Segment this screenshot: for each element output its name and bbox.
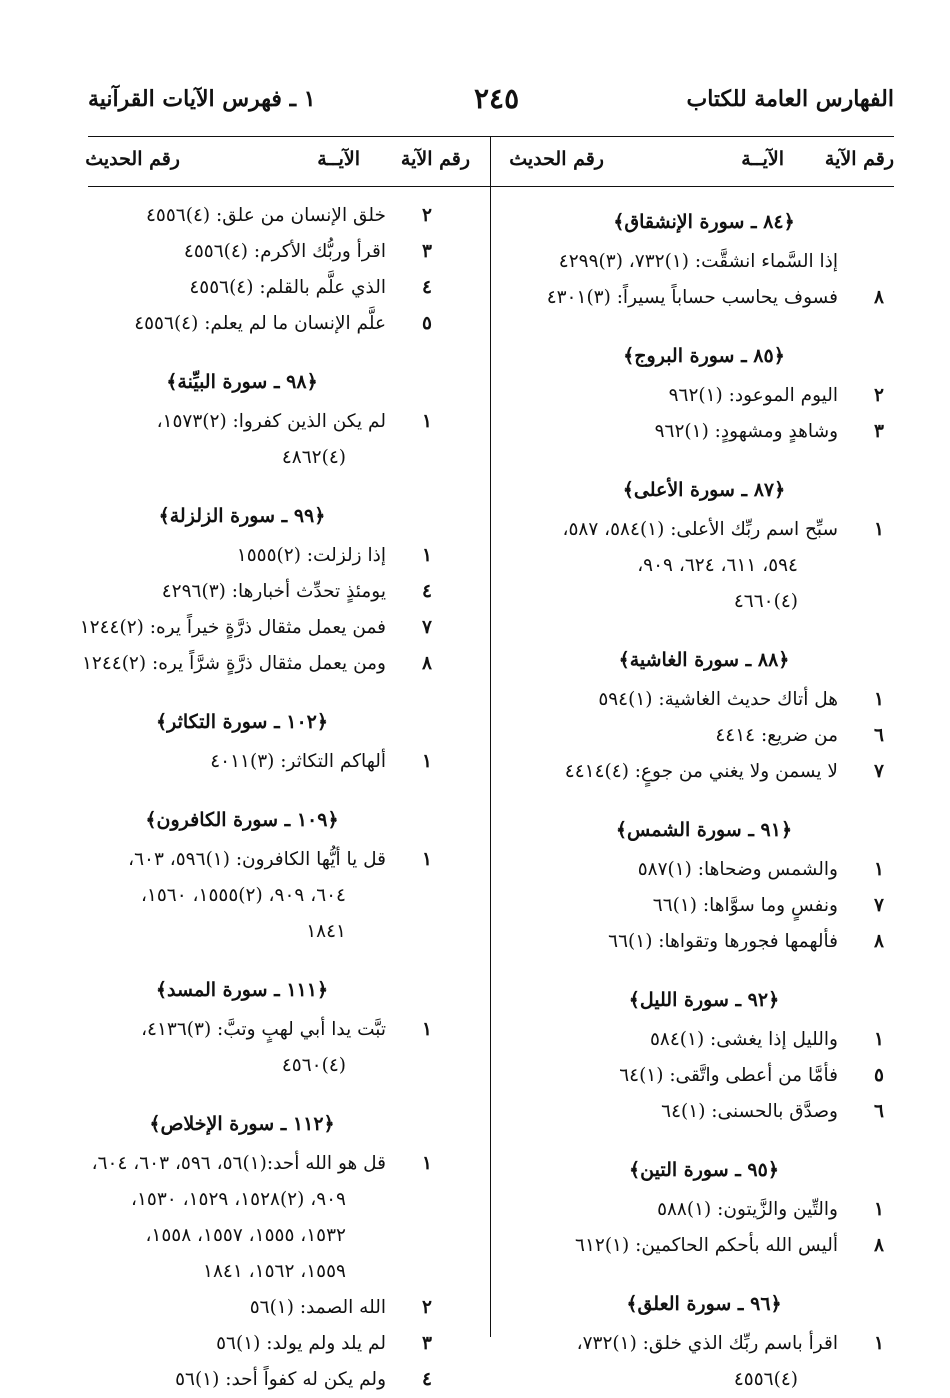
verse-text [514, 754, 838, 790]
verse-text [42, 404, 386, 476]
verse-text [514, 1094, 838, 1130]
section-gap [514, 960, 894, 976]
verse-number: ١ [422, 849, 432, 870]
surah-heading: ﴿٩٨ ـ سورة البيِّنة﴾ [166, 371, 318, 393]
verse-number: ١ [422, 1153, 432, 1174]
verse-entry [514, 888, 894, 924]
verse-number: ٣ [874, 421, 884, 442]
verse-number: ٥ [874, 1065, 884, 1086]
verse-number: ١ [874, 859, 884, 880]
verse-number: ١ [422, 1019, 432, 1040]
verse-number: ٣ [422, 1333, 432, 1354]
verse-text [42, 1362, 386, 1398]
surah-heading: ﴿٩٦ ـ سورة العلق﴾ [626, 1293, 782, 1315]
verse-entry [42, 1012, 442, 1084]
verse-entry [42, 744, 442, 780]
verse-text [514, 512, 838, 620]
verse-line: فأمَّا من أعطى واتَّقى: (١)٦٤ [619, 1065, 838, 1086]
ayah-heading: الآيــة [741, 148, 784, 170]
verse-text [42, 270, 386, 306]
verse-text [42, 1146, 386, 1290]
verse-line: ونفسٍ وما سوَّاها: (١)٦٦ [652, 895, 838, 916]
section-gap [42, 780, 442, 796]
verse-text [514, 1326, 838, 1398]
verse-entry [42, 1290, 442, 1326]
verse-line: وشاهدٍ ومشهودٍ: (١)٩٦٢ [654, 421, 838, 442]
verse-number: ٢ [874, 385, 884, 406]
verse-entry [514, 1192, 894, 1228]
verse-entry [42, 610, 442, 646]
verse-line: (٤)٤٨٦٢ [281, 447, 346, 468]
book-title: الفهارس العامة للكتاب [686, 86, 894, 112]
verse-entry [514, 1326, 894, 1398]
verse-line: والشمس وضحاها: (١)٥٨٧ [637, 859, 838, 880]
verse-line: ٦٠٤، ٩٠٩، (٢)١٥٥٥، ١٥٦٠، [140, 885, 346, 906]
verse-line: يومئذٍ تحدِّث أخبارها: (٣)٤٢٩٦ [161, 581, 386, 602]
verse-entry [514, 378, 894, 414]
verse-line: خلق الإنسان من علق: (٤)٤٥٥٦ [145, 205, 386, 226]
verse-line: فألهمها فجورها وتقواها: (١)٦٦ [608, 931, 838, 952]
surah-heading: ﴿١٠٢ ـ سورة التكاثر﴾ [155, 711, 329, 733]
verse-entry [42, 198, 442, 234]
verse-number: ٨ [874, 1235, 884, 1256]
column-divider [490, 137, 491, 1337]
left-column [42, 198, 442, 1398]
left-column-header [78, 144, 470, 178]
verse-entry [514, 754, 894, 790]
verse-line: (٤)٤٦٦٠ [733, 591, 798, 612]
surah-heading: ﴿٩١ ـ سورة الشمس﴾ [615, 819, 793, 841]
verse-text [42, 1326, 386, 1362]
verse-number: ٢ [422, 205, 432, 226]
verse-number: ٨ [874, 287, 884, 308]
verse-entry [42, 1362, 442, 1398]
verse-number: ٧ [874, 895, 884, 916]
verse-line: ١٥٥٩، ١٥٦٢، ١٨٤١ [203, 1261, 346, 1282]
verse-number: ٤ [422, 1369, 432, 1390]
verse-entry [514, 280, 894, 316]
ayah-number-heading: رقم الآية [824, 148, 894, 170]
verse-line: لم يكن الذين كفروا: (٢)١٥٧٣، [156, 411, 386, 432]
section-gap [42, 1084, 442, 1100]
hadith-number-heading: رقم الحديث [85, 148, 180, 170]
verse-entry [42, 270, 442, 306]
verse-text [42, 306, 386, 342]
verse-entry [514, 1022, 894, 1058]
verse-line: والتِّين والزَّيتون: (١)٥٨٨ [657, 1199, 838, 1220]
verse-entry [42, 234, 442, 270]
verse-number: ٣ [422, 241, 432, 262]
verse-entry [514, 718, 894, 754]
section-gap [514, 790, 894, 806]
section-gap [42, 476, 442, 492]
surah-heading: ﴿١١٢ ـ سورة الإخلاص﴾ [149, 1113, 335, 1135]
verse-entry [514, 852, 894, 888]
verse-text [514, 852, 838, 888]
verse-line: قل يا أيُّها الكافرون: (١)٥٩٦، ٦٠٣، [128, 849, 386, 870]
verse-entry [514, 414, 894, 450]
surah-heading: ﴿٨٨ ـ سورة الغاشية﴾ [618, 649, 790, 671]
verse-text [514, 378, 838, 414]
column-header-rule [88, 186, 894, 187]
verse-line: هل أتاك حديث الغاشية: (١)٥٩٤ [598, 689, 838, 710]
verse-number: ٧ [874, 761, 884, 782]
verse-text [42, 1290, 386, 1326]
verse-text [514, 1192, 838, 1228]
verse-text [42, 234, 386, 270]
verse-line: أليس الله بأحكم الحاكمين: (١)٦١٢ [575, 1235, 838, 1256]
section-gap [514, 1264, 894, 1280]
running-header [88, 82, 894, 122]
verse-line: اليوم الموعود: (١)٩٦٢ [668, 385, 838, 406]
section-gap [514, 1130, 894, 1146]
surah-heading: ﴿٩٩ ـ سورة الزلزلة﴾ [158, 505, 326, 527]
verse-number: ٤ [422, 581, 432, 602]
verse-text [514, 924, 838, 960]
verse-text [42, 574, 386, 610]
section-gap [514, 620, 894, 636]
verse-entry [42, 1146, 442, 1290]
verse-text [514, 1022, 838, 1058]
verse-number: ٧ [422, 617, 432, 638]
ayah-number-heading: رقم الآية [400, 148, 470, 170]
hadith-number-heading: رقم الحديث [509, 148, 604, 170]
verse-text [42, 198, 386, 234]
verse-number: ٨ [874, 931, 884, 952]
verse-number: ١ [874, 1029, 884, 1050]
section-gap [42, 682, 442, 698]
verse-number: ١ [422, 751, 432, 772]
verse-number: ١ [422, 545, 432, 566]
verse-line: (٤)٤٥٥٦ [733, 1369, 798, 1390]
verse-number: ٨ [422, 653, 432, 674]
verse-number: ٤ [422, 277, 432, 298]
section-gap [42, 950, 442, 966]
verse-text [42, 744, 386, 780]
verse-number: ٦ [874, 725, 884, 746]
surah-heading: ﴿٩٥ ـ سورة التين﴾ [629, 1159, 779, 1181]
verse-number: ١ [874, 1333, 884, 1354]
verse-line: ألهاكم التكاثر: (٣)٤٠١١ [210, 751, 386, 772]
verse-entry [514, 512, 894, 620]
surah-heading: ﴿١١١ ـ سورة المسد﴾ [155, 979, 329, 1001]
verse-entry [42, 646, 442, 682]
verse-line: قل هو الله أحد:(١)٥٦، ٥٩٦، ٦٠٣، ٦٠٤، [91, 1153, 386, 1174]
verse-entry [514, 1228, 894, 1264]
verse-line: اقرأ باسم ربِّك الذي خلق: (١)٧٣٢، [576, 1333, 838, 1354]
verse-text [514, 888, 838, 924]
verse-line: فسوف يحاسب حساباً يسيراً: (٣)٤٣٠١ [546, 287, 838, 308]
verse-line: وصدَّق بالحسنى: (١)٦٤ [661, 1101, 838, 1122]
verse-number: ١ [874, 1199, 884, 1220]
verse-entry [514, 244, 894, 280]
section-gap [42, 342, 442, 358]
verse-line: الذي علَّم بالقلم: (٤)٤٥٥٦ [189, 277, 386, 298]
verse-text [42, 842, 386, 950]
verse-line: إذا السَّماء انشقَّت: (١)٧٣٢، (٣)٤٢٩٩ [558, 251, 838, 272]
page-number: ٢٤٥ [474, 82, 520, 115]
section-title: ١ ـ فهرس الآيات القرآنية [88, 86, 316, 112]
verse-entry [514, 682, 894, 718]
verse-entry [42, 842, 442, 950]
verse-line: ٥٩٤، ٦١١، ٦٢٤، ٩٠٩، [637, 555, 798, 576]
verse-entry [514, 1094, 894, 1130]
surah-heading: ﴿٨٧ ـ سورة الأعلى﴾ [622, 479, 786, 501]
verse-line: لم يلد ولم يولد: (١)٥٦ [216, 1333, 386, 1354]
verse-line: اقرأ وربُّك الأكرم: (٤)٤٥٥٦ [183, 241, 386, 262]
verse-number: ٢ [422, 1297, 432, 1318]
surah-heading: ﴿١٠٩ ـ سورة الكافرون﴾ [145, 809, 339, 831]
surah-heading: ﴿٩٢ ـ سورة الليل﴾ [628, 989, 780, 1011]
verse-line: فمن يعمل مثقال ذرَّةٍ خيراً يره: (٢)١٢٤٤ [79, 617, 386, 638]
verse-entry [42, 538, 442, 574]
verse-text [514, 280, 838, 316]
surah-heading: ﴿٨٥ ـ سورة البروج﴾ [623, 345, 785, 367]
verse-line: (٤)٤٥٦٠ [281, 1055, 346, 1076]
verse-number: ١ [422, 411, 432, 432]
verse-text [514, 244, 838, 280]
verse-number: ٥ [422, 313, 432, 334]
verse-entry [42, 306, 442, 342]
ayah-heading: الآيــة [317, 148, 360, 170]
header-rule [88, 136, 894, 137]
verse-line: علَّم الإنسان ما لم يعلم: (٤)٤٥٥٦ [134, 313, 386, 334]
verse-line: الله الصمد: (١)٥٦ [249, 1297, 386, 1318]
right-column-header [488, 144, 894, 178]
verse-entry [514, 924, 894, 960]
right-column [514, 198, 894, 1398]
verse-entry [514, 1058, 894, 1094]
verse-text [42, 610, 386, 646]
verse-line: ١٨٤١ [306, 921, 346, 942]
verse-line: من ضريع: ٤٤١٤ [715, 725, 838, 746]
verse-line: ولم يكن له كفواً أحد: (١)٥٦ [175, 1369, 386, 1390]
verse-text [42, 646, 386, 682]
verse-entry [42, 1326, 442, 1362]
verse-line: إذا زلزلت: (٢)١٥٥٥ [236, 545, 386, 566]
verse-text [514, 718, 838, 754]
verse-line: ٩٠٩، (٢)١٥٢٨، ١٥٢٩، ١٥٣٠، [131, 1189, 346, 1210]
section-gap [514, 316, 894, 332]
verse-line: سبِّح اسم ربِّك الأعلى: (١)٥٨٤، ٥٨٧، [562, 519, 838, 540]
verse-line: تبَّت يدا أبي لهبٍ وتبَّ: (٣)٤١٣٦، [141, 1019, 386, 1040]
verse-text [514, 682, 838, 718]
verse-text [514, 1228, 838, 1264]
verse-text [42, 1012, 386, 1084]
verse-entry [42, 404, 442, 476]
verse-number: ١ [874, 689, 884, 710]
surah-heading: ﴿٨٤ ـ سورة الإنشقاق﴾ [613, 211, 795, 233]
verse-number: ٦ [874, 1101, 884, 1122]
verse-line: ومن يعمل مثقال ذرَّةٍ شرَّاً يره: (٢)١٢٤٤ [81, 653, 386, 674]
verse-text [514, 1058, 838, 1094]
verse-line: ١٥٣٢، ١٥٥٥، ١٥٥٧، ١٥٥٨، [145, 1225, 346, 1246]
verse-line: لا يسمن ولا يغني من جوعٍ: (٤)٤٤١٤ [564, 761, 838, 782]
verse-number: ١ [874, 519, 884, 540]
verse-entry [42, 574, 442, 610]
verse-text [42, 538, 386, 574]
verse-text [514, 414, 838, 450]
verse-line: والليل إذا يغشى: (١)٥٨٤ [649, 1029, 838, 1050]
section-gap [514, 450, 894, 466]
